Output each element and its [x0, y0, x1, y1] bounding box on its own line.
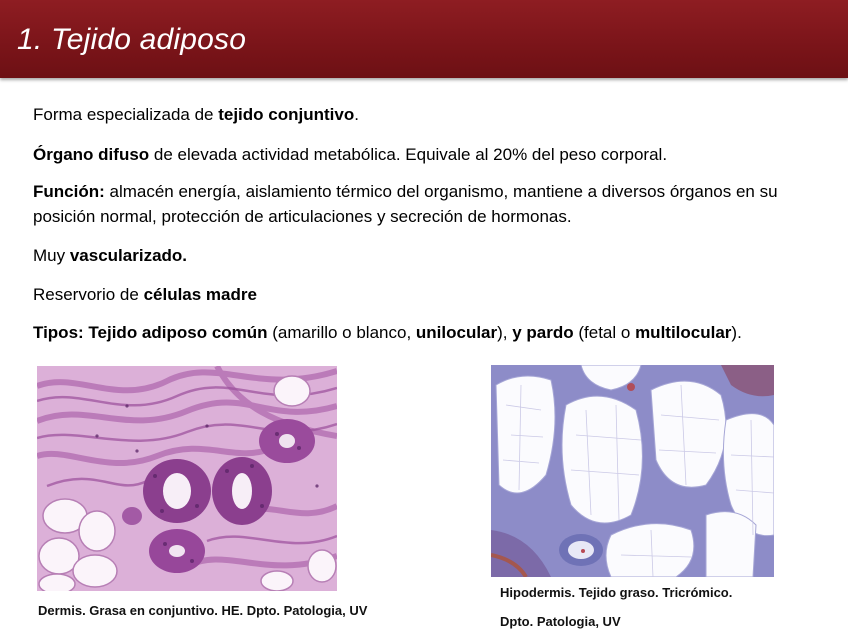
text: de elevada actividad metabólica. Equivale al 20% del peso corporal. [149, 145, 668, 164]
paragraph-organo [33, 142, 833, 167]
text: Forma especializada de [33, 105, 219, 124]
text: almacén energía, aislamiento térmico del organismo, mantiene a diversos órganos en su posición normal, protección de articulaciones y secreción de hormonas. [33, 182, 778, 226]
bold-text: Tipos: Tejido adiposo común [33, 323, 268, 342]
right-figure-caption-line1: Hipodermis. Tejido graso. Tricrómico. [500, 585, 733, 600]
text: ), [497, 323, 513, 342]
he-micrograph-drawing [37, 366, 337, 591]
bold-text: vascularizado. [69, 246, 188, 265]
paragraph-reservorio [33, 282, 833, 307]
bold-text: Órgano difuso [33, 145, 150, 164]
right-figure-caption-line2: Dpto. Patologia, UV [500, 614, 621, 629]
paragraph-funcion [33, 179, 833, 229]
trichrome-micrograph-image [491, 365, 774, 577]
slide-title: 1. Tejido adiposo [17, 23, 247, 56]
left-figure-caption: Dermis. Grasa en conjuntivo. HE. Dpto. Patologia, UV [38, 603, 368, 618]
paragraph-tipos [33, 320, 833, 345]
bold-text: células madre [143, 285, 257, 304]
text: (fetal o [573, 323, 636, 342]
bold-text: multilocular [635, 323, 732, 342]
trichrome-micrograph-drawing [491, 365, 774, 577]
paragraph-vascularizado [33, 243, 833, 268]
bold-text: y pardo [512, 323, 574, 342]
bold-text: tejido conjuntivo [218, 105, 355, 124]
text: ). [731, 323, 742, 342]
text: Reservorio de [33, 285, 144, 304]
paragraph-forma [33, 102, 833, 127]
text: (amarillo o blanco, [267, 323, 416, 342]
text: . [354, 105, 359, 124]
bold-text: unilocular [415, 323, 498, 342]
text: Muy [33, 246, 70, 265]
bold-text: Función: [33, 182, 105, 201]
he-micrograph-image [37, 366, 337, 591]
title-bar [0, 0, 848, 78]
